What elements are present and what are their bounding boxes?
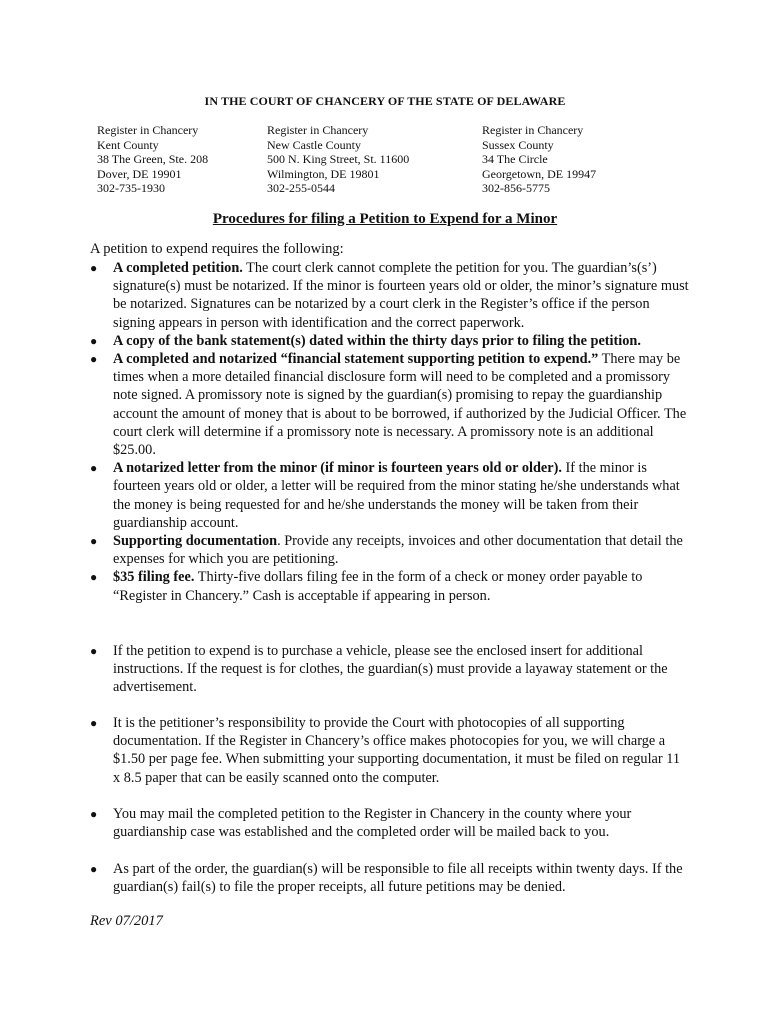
list-item bbox=[90, 714, 690, 787]
office-line: Register in Chancery bbox=[267, 123, 369, 137]
bullet-icon: ● bbox=[90, 716, 98, 730]
court-title: IN THE COURT OF CHANCERY OF THE STATE OF DELAWARE bbox=[204, 94, 566, 108]
item-bold: Supporting documentation bbox=[113, 533, 278, 550]
list-item bbox=[90, 532, 690, 568]
bullet-icon: ● bbox=[90, 534, 98, 549]
list-item bbox=[90, 459, 690, 532]
note-vehicle bbox=[90, 642, 690, 697]
register-offices bbox=[97, 123, 717, 203]
list-item bbox=[90, 350, 690, 459]
office-line: 302-856-5775 bbox=[482, 181, 550, 196]
office-line: 302-255-0544 bbox=[267, 181, 335, 196]
item-text: There may be times when a more detailed financial disclosure form will need to be completed and a promissory note signed. A promissory note is signed by the guardian(s) promising to repay the guardianship account the amount of money that is about to be borrowed, if authorized by the Judicial Officer. The court clerk will determine if a promissory note is necessary. A promissory note is an additional $25.00. bbox=[113, 351, 687, 459]
note-text: If the petition to expend is to purchase a vehicle, please see the enclosed insert for additional instructions. If the request is for clothes, the guardian(s) must provide a layaway statement or the advertisement. bbox=[113, 643, 668, 696]
document-heading: Procedures for filing a Petition to Expend for a Minor bbox=[212, 211, 558, 227]
note-text: You may mail the completed petition to the Register in Chancery in the county where your guardianship case was established and the completed order will be mailed back to you. bbox=[113, 806, 632, 841]
office-line: Georgetown, DE 19947 bbox=[482, 166, 597, 181]
note-text: As part of the order, the guardian(s) will be responsible to file all receipts within twenty days. If the guardian(s) fail(s) to file the proper receipts, all future petitions may be denied. bbox=[113, 861, 683, 896]
note-text: It is the petitioner’s responsibility to provide the Court with photocopies of all supporting documentation. If the Register in Chancery’s office makes photocopies for you, we will charge a $1.50 per page fee. When submitting your supporting documentation, it must be filed on regular 11 x 8.5 paper that can be easily scanned onto the computer. bbox=[113, 715, 680, 786]
office-line: Register in Chancery bbox=[97, 123, 199, 137]
office-sussex-county bbox=[482, 123, 596, 196]
office-line: Register in Chancery bbox=[482, 123, 584, 137]
bullet-icon: ● bbox=[90, 862, 98, 876]
office-line: 38 The Green, Ste. 208 bbox=[97, 152, 209, 167]
intro-text: A petition to expend requires the following: bbox=[90, 241, 344, 257]
item-text: If the minor is fourteen years old or older, a letter will be required from the minor stating he/she understands what the money is being requested for and he/she understands the money will be taken from their guardianship account. bbox=[113, 460, 680, 531]
office-line: 34 The Circle bbox=[482, 152, 548, 167]
list-item bbox=[90, 332, 690, 350]
note-photocopies bbox=[90, 714, 690, 787]
bullet-icon: ● bbox=[90, 807, 98, 821]
note-receipts bbox=[90, 860, 690, 896]
list-item bbox=[90, 642, 690, 697]
requirements-list bbox=[90, 259, 690, 605]
bullet-icon: ● bbox=[90, 570, 98, 585]
bullet-icon: ● bbox=[90, 352, 98, 367]
revision-date: Rev 07/2017 bbox=[90, 913, 163, 929]
item-bold: A completed and notarized “financial statement supporting petition to expend.” bbox=[113, 351, 599, 368]
bullet-icon: ● bbox=[90, 261, 98, 275]
item-bold: A notarized letter from the minor (if minor is fourteen years old or older). bbox=[113, 460, 562, 477]
office-line: Kent County bbox=[97, 137, 159, 152]
office-line: New Castle County bbox=[267, 137, 361, 152]
office-new-castle-county bbox=[267, 123, 409, 196]
bullet-icon: ● bbox=[90, 644, 98, 658]
office-line: Sussex County bbox=[482, 137, 554, 152]
item-text: The court clerk cannot complete the petition for you. The guardian’s(s’) signature(s) must be notarized. If the minor is fourteen years old or older, the minor’s signature must be notarized. Signatures can be notarized by a court clerk in the Register’s office if the person signing appears in person with identification and the correct paperwork. bbox=[113, 260, 689, 331]
office-kent-county bbox=[97, 123, 208, 196]
office-line: Wilmington, DE 19801 bbox=[267, 166, 380, 181]
bullet-icon: ● bbox=[90, 333, 98, 348]
item-text: Thirty-five dollars filing fee in the form of a check or money order payable to “Register in Chancery.” Cash is acceptable if appearing in person. bbox=[113, 569, 643, 604]
bullet-icon: ● bbox=[90, 461, 98, 476]
list-item bbox=[90, 259, 690, 332]
office-line: 302-735-1930 bbox=[97, 181, 165, 196]
item-bold: A copy of the bank statement(s) dated within the thirty days prior to filing the petition. bbox=[113, 332, 641, 349]
list-item bbox=[90, 860, 690, 896]
item-bold: $35 filing fee. bbox=[113, 569, 195, 586]
list-item bbox=[90, 805, 690, 841]
item-text: . Provide any receipts, invoices and other documentation that detail the expenses for which you are petitioning. bbox=[113, 533, 683, 568]
item-bold: A completed petition. bbox=[113, 260, 243, 276]
list-item bbox=[90, 568, 690, 604]
office-line: 500 N. King Street, St. 11600 bbox=[267, 152, 410, 167]
note-mailing bbox=[90, 805, 690, 841]
office-line: Dover, DE 19901 bbox=[97, 166, 182, 181]
